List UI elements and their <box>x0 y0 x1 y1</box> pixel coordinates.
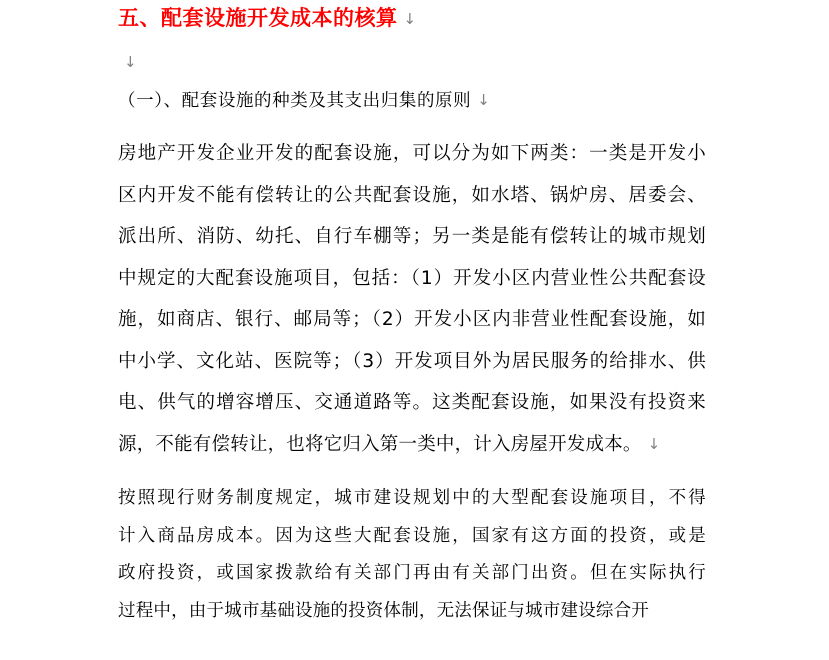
text-line-content: 电、供气的增容增压、交通道路等。这类配套设施，如果没有投资来 <box>118 392 706 413</box>
text-line <box>118 341 706 383</box>
text-line-content: 区内开发不能有偿转让的公共配套设施，如水塔、锅炉房、居委会、 <box>118 184 706 206</box>
document-title <box>118 4 718 32</box>
paragraph-mark-icon: ↓ <box>124 53 137 71</box>
text-line <box>118 258 706 300</box>
text-line <box>118 593 706 631</box>
text-line <box>118 133 706 175</box>
paragraph-mark-icon: ↓ <box>403 10 417 28</box>
text-line <box>118 480 706 518</box>
text-line <box>118 518 706 556</box>
text-line <box>118 424 706 466</box>
text-line <box>118 216 706 258</box>
text-line-content: 房地产开发企业开发的配套设施，可以分为如下两类：一类是开发小 <box>118 143 706 164</box>
text-line-content: 施，如商店、银行、邮局等；（2）开发小区内非营业性配套设施，如 <box>118 309 706 330</box>
text-line-content: 按照现行财务制度规定，城市建设规划中的大型配套设施项目，不得 <box>118 488 706 508</box>
document-title-text: 五、配套设施开发成本的核算 <box>118 6 398 30</box>
text-line-content: 中小学、文化站、医院等；（3）开发项目外为居民服务的给排水、供 <box>118 350 706 372</box>
text-line <box>118 555 706 593</box>
section-subheading-text: （一）、配套设施的种类及其支出归集的原则 <box>118 91 472 111</box>
text-line-content: 中规定的大配套设施项目，包括：（1）开发小区内营业性公共配套设 <box>118 267 706 289</box>
text-line-content: 计入商品房成本。因为这些大配套设施，国家有这方面的投资，或是 <box>118 525 706 546</box>
blank-paragraph-line <box>124 50 137 76</box>
text-line-content: 过程中，由于城市基础设施的投资体制，无法保证与城市建设综合开 <box>118 600 649 621</box>
section-subheading <box>118 86 758 116</box>
text-line <box>118 175 706 217</box>
text-line <box>118 299 706 341</box>
paragraph-mark-icon: ↓ <box>647 434 661 453</box>
paragraph-mark-icon: ↓ <box>477 91 491 109</box>
text-line-content: 政府投资，或国家拨款给有关部门再由有关部门出资。但在实际执行 <box>118 563 706 583</box>
text-line-content: 源，不能有偿转让，也将它归入第一类中，计入房屋开发成本。 <box>118 433 642 455</box>
body-paragraph-1 <box>118 133 706 465</box>
text-line <box>118 382 706 424</box>
body-paragraph-2 <box>118 480 706 630</box>
text-line-content: 派出所、消防、幼托、自行车棚等；另一类是能有偿转让的城市规划 <box>118 226 706 247</box>
